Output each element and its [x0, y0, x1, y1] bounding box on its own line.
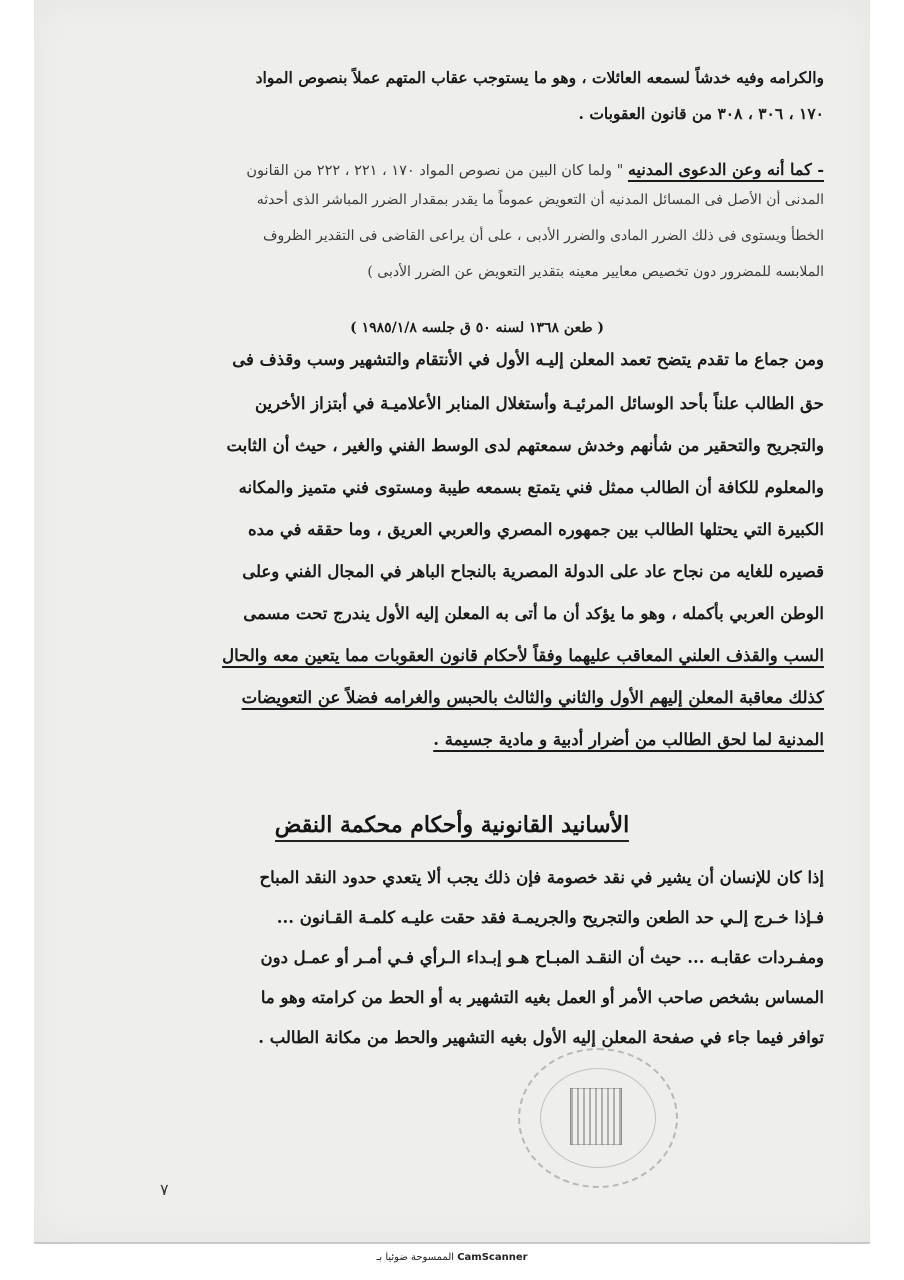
paragraph-2-line-1: ومن جماع ما تقدم يتضح تعمد المعلن إليـه الأول في الأنتقام والتشهير وسب وقذف فى	[232, 350, 824, 369]
paragraph-2-line-6: قصيره للغايه من نجاح عاد على الدولة المصرية بالنجاح الباهر في المجال الفني وعلى	[242, 562, 824, 581]
page-edge	[34, 1242, 870, 1244]
paragraph-3-line-3: ومفـردات عقابـه ... حيث أن النقـد المبـاح هـو إبـداء الـرأي فـي أمـر أو عمـل دون	[260, 948, 824, 967]
paragraph-2-line-5: الكبيرة التي يحتلها الطالب بين جمهوره المصري والعربي العريق ، وما حققه في مده	[248, 520, 824, 539]
paragraph-2-line-7: الوطن العربي بأكمله ، وهو ما يؤكد أن ما أتى به المعلن إليه الأول يندرج تحت مسمى	[243, 604, 824, 623]
scanner-footer	[0, 1252, 904, 1263]
civil-claim-line-4: الملابسه للمضرور دون تخصيص معايير معينه بتقدير التعويض عن الضرر الأدبى )	[367, 264, 824, 280]
civil-claim-rest: " ولما كان البين من نصوص المواد ١٧٠ ، ٢٢١ ، ٢٢٢ من القانون	[246, 163, 624, 179]
paragraph-1-line-2: ١٧٠ ، ٣٠٦ ، ٣٠٨ من قانون العقوبات .	[578, 104, 824, 123]
stamp-emblem	[570, 1088, 622, 1145]
paragraph-1-line-1: والكرامه وفيه خدشاً لسمعه العائلات ، وهو ما يستوجب عقاب المتهم عملاً بنصوص المواد	[255, 68, 824, 87]
civil-claim-lead: - كما أنه وعن الدعوى المدنيه	[627, 160, 824, 179]
paragraph-3-line-1: إذا كان للإنسان أن يشير في نقد خصومة فإن ذلك يجب ألا يتعدي حدود النقد المباح	[259, 868, 824, 887]
paragraph-3-line-5: توافر فيما جاء في صفحة المعلن إليه الأول بغيه التشهير والحط من مكانة الطالب .	[258, 1028, 824, 1047]
paragraph-2-line-8: السب والقذف العلني المعاقب عليهما وفقاً لأحكام قانون العقوبات مما يتعين معه والحال	[222, 646, 824, 665]
page-number: ٧	[160, 1180, 169, 1199]
paragraph-2-line-3: والتجريح والتحقير من شأنهم وخدش سمعتهم لدى الوسط الفني والغير ، حيث أن الثابت	[226, 436, 824, 455]
court-citation: ( طعن ١٣٦٨ لسنه ٥٠ ق جلسه ١٩٨٥/١/٨ )	[350, 320, 604, 336]
paragraph-2-line-2: حق الطالب علناً بأحد الوسائل المرئيـة وأستغلال المنابر الأعلاميـة في أبتزاز الأخرين	[254, 394, 824, 413]
civil-claim-line-3: الخطأ ويستوى فى ذلك الضرر المادى والضرر الأدبى ، على أن يراعى القاضى فى التقدير الظروف	[263, 228, 824, 244]
section-heading-text: الأسانيد القانونية وأحكام محكمة النقض	[275, 812, 629, 842]
paragraph-3-line-2: فـإذا خـرج إلـي حد الطعن والتجريح والجريمـة فقد حقت عليـه كلمـة القـانون ...	[276, 908, 824, 927]
footer-app-name: CamScanner	[457, 1252, 528, 1263]
footer-prefix: الممسوحة ضوئيا بـ	[376, 1252, 455, 1263]
paragraph-2-line-4: والمعلوم للكافة أن الطالب ممثل فني يتمتع بسمعه طيبة ومستوى فني متميز والمكانه	[238, 478, 824, 497]
paragraph-2-line-9: كذلك معاقبة المعلن إليهم الأول والثاني والثالث بالحبس والغرامه فضلاً عن التعويضات	[241, 688, 824, 707]
paragraph-3-line-4: المساس بشخص صاحب الأمر أو العمل بغيه التشهير به أو الحط من كرامته وهو ما	[260, 988, 824, 1007]
paragraph-2-line-10: المدنية لما لحق الطالب من أضرار أدبية و مادية جسيمة .	[433, 730, 824, 749]
civil-claim-first-line	[246, 160, 824, 179]
official-stamp	[518, 1048, 678, 1188]
section-heading	[0, 812, 904, 838]
civil-claim-line-2: المدنى أن الأصل فى المسائل المدنيه أن التعويض عموماً ما يقدر بمقدار الضرر المباشر الذى أحدثه	[256, 192, 824, 208]
